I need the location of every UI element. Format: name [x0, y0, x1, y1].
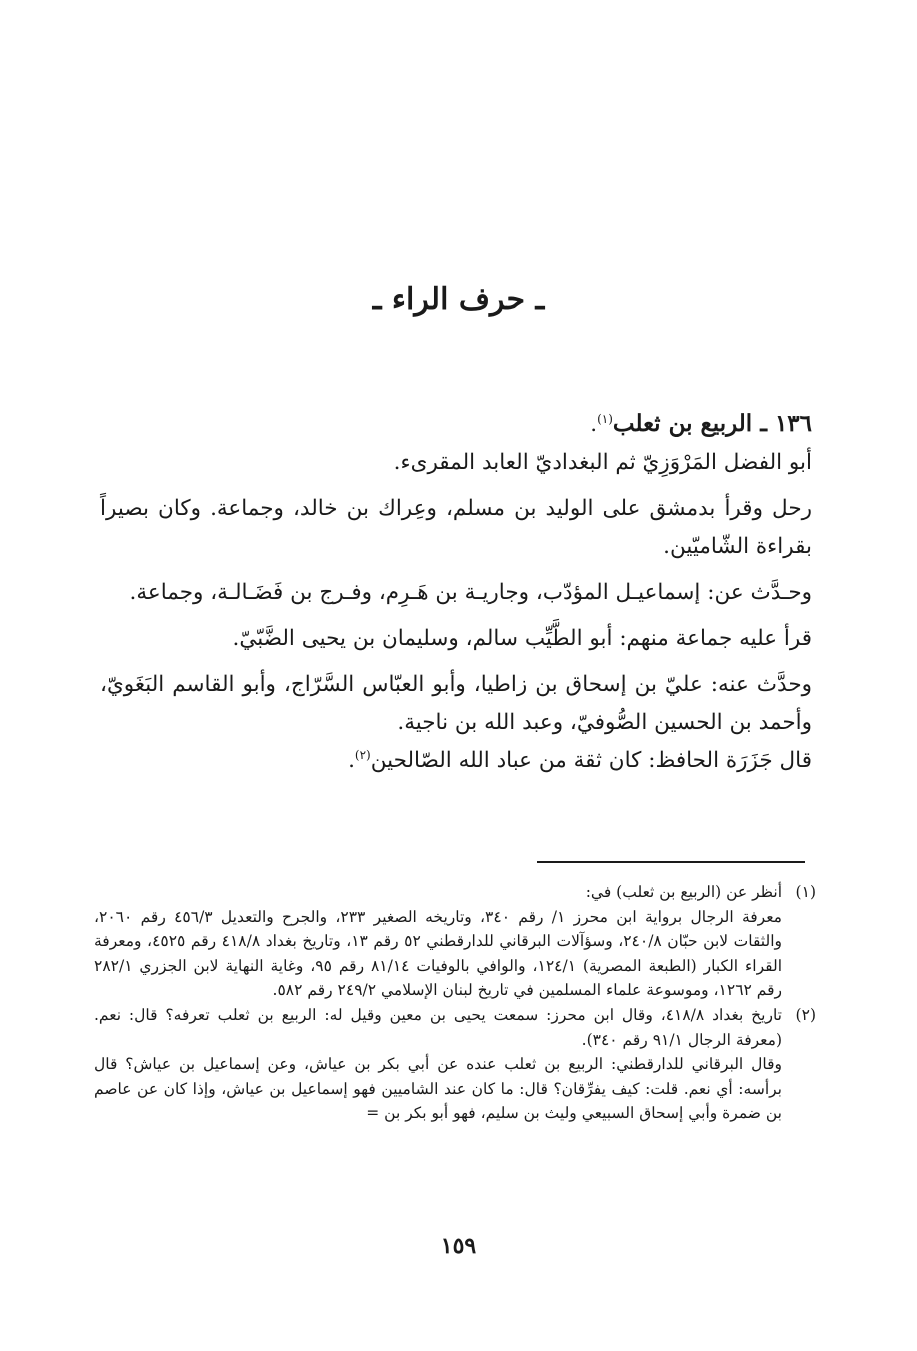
footnote-2: [94, 1003, 816, 1126]
footnote-number: (٢): [795, 1005, 816, 1024]
entry-paragraph-travel: رحل وقرأ بدمشق على الوليد بن مسلم، وعِراك بن خالد، وجماعة. وكان بصيراً بقراءة الشّاميّين.: [100, 496, 812, 559]
entry-heading: ١٣٦ ـ الربيع بن ثعلب: [612, 410, 812, 437]
grading-end: .: [348, 748, 355, 773]
entry-heading-end: .: [590, 412, 598, 437]
footnote-body: [94, 1003, 782, 1126]
footnote-paragraph: أنظر عن (الربيع بن ثعلب) في:: [585, 883, 782, 901]
entry-paragraph-teachers: وحـدَّث عن: إسماعيـل المؤدّب، وجاريـة بن هَـرِم، وفـرج بن فَضَـالـة، وجماعة.: [129, 580, 812, 605]
entry-paragraph-grading: [100, 742, 812, 780]
section-title: ـ حرف الراء ـ: [372, 282, 545, 317]
entry-heading-line: [100, 405, 812, 444]
page-number: ١٥٩: [440, 1233, 477, 1259]
footnote-separator: [537, 861, 805, 863]
footnote-body: [94, 880, 782, 1003]
footnote-paragraph: معرفة الرجال برواية ابن محرز ١/ رقم ٣٤٠، وتاريخه الصغير ٢٣٣، والجرح والتعديل ٤٥٦/٣ رقم ٢٠٦٠، والثقات لابن حبّان ٢٤٠/٨، وسؤآلات البرقاني للدارقطني ٥٢ رقم ١٣، وتاريخ بغداد ٤١٨/٨ رقم ٤٥٢٥، ومعرفة القراء الكبار (الطبعة المصرية) ١٢٤/١، والوافي بالوفيات ٨١/١٤ رقم ٩٥، وغاية النهاية لابن الجزري ٢٨٢/١ رقم ١٢٦٢، وموسوعة علماء المسلمين في تاريخ لبنان الإسلامي ٢٤٩/٢ رقم ٥٨٢.: [94, 907, 783, 1000]
footnote-ref-2[interactable]: (٢): [354, 747, 371, 762]
footnote-ref-1[interactable]: (١): [597, 411, 613, 426]
entry-paragraph-narrators: وحدَّث عنه: عليّ بن إسحاق بن زاطيا، وأبو العبّاس السَّرّاج، وأبو القاسم البَغَويّ، وأحمد بن الحسين الصُّوفيّ، وعبد الله بن ناجية.: [100, 672, 812, 735]
footnote-paragraph: تاريخ بغداد ٤١٨/٨، وقال ابن محرز: سمعت يحيى بن معين وقيل له: الربيع بن ثعلب تعرفه؟ قال: نعم. (معرفة الرجال ٩١/١ رقم ٣٤٠).: [94, 1005, 782, 1049]
entry-paragraph-students: قرأ عليه جماعة منهم: أبو الطَّيِّب سالم، وسليمان بن يحيى الضَّبّيّ.: [232, 626, 812, 651]
grading-text: قال جَزَرَة الحافظ: كان ثقة من عباد الله الصّالحين: [370, 748, 812, 773]
entry-paragraph-kunya: أبو الفضل المَرْوَزِيّ ثم البغداديّ العابد المقرىء.: [393, 450, 812, 475]
footnote-number: (١): [795, 883, 816, 901]
footnote-paragraph: وقال البرقاني للدارقطني: الربيع بن ثعلب عنده عن أبي بكر بن عياش، وعن إسماعيل بن عياش؟ قال برأسه: أي نعم. قلت: كيف يفرِّقان؟ قال: ما كان عند الشاميين فهو إسماعيل بن عياش، وإذا كان عن عاصم بن ضمرة وأبي إسحاق السبيعي وليث بن سليم، فهو أبو بكر بن =: [94, 1055, 782, 1123]
biography-entry: [100, 405, 812, 788]
footnote-1: [94, 880, 816, 1003]
footnotes: [94, 880, 816, 1126]
